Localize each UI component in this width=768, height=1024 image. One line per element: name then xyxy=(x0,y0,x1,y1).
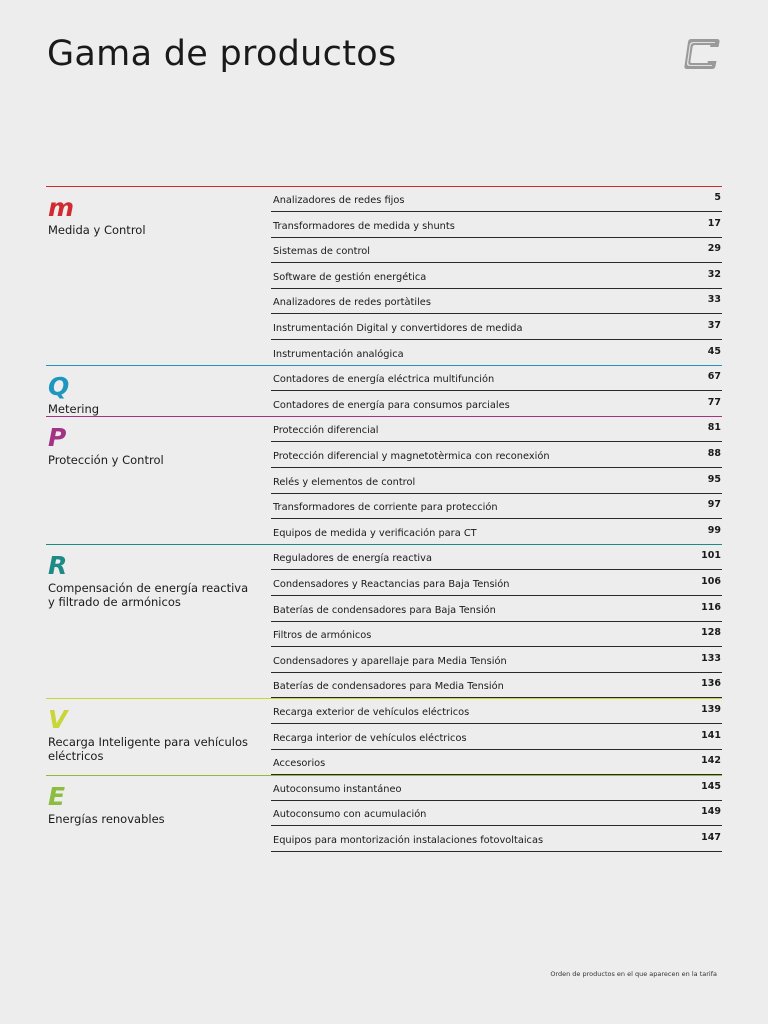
product-name: Protección diferencial xyxy=(273,425,379,437)
product-row xyxy=(271,468,722,494)
product-row xyxy=(271,340,722,366)
section-letter-icon: V xyxy=(48,705,68,734)
product-name: Contadores de energía eléctrica multifunción xyxy=(273,374,495,386)
product-name: Analizadores de redes portàtiles xyxy=(273,297,431,309)
section-q xyxy=(46,365,722,416)
product-name: Sistemas de control xyxy=(273,246,370,258)
product-name: Reguladores de energía reactiva xyxy=(273,553,432,565)
product-row xyxy=(271,621,722,647)
product-name: Condensadores y aparellaje para Media Tensión xyxy=(273,655,507,667)
product-name: Condensadores y Reactancias para Baja Tensión xyxy=(273,578,510,590)
page-number: 145 xyxy=(701,780,721,792)
product-row xyxy=(271,519,722,545)
product-row xyxy=(271,596,722,622)
section-letter-icon: Q xyxy=(48,372,70,402)
page-number: 142 xyxy=(701,755,721,767)
product-name: Accesorios xyxy=(273,758,326,770)
page-number: 133 xyxy=(701,652,721,664)
section-letter-icon: E xyxy=(48,781,66,811)
product-row xyxy=(271,749,722,775)
product-name: Filtros de armónicos xyxy=(273,630,372,642)
page-number: 128 xyxy=(701,627,721,639)
page-number: 136 xyxy=(701,678,721,690)
product-row xyxy=(271,212,722,238)
page-number: 45 xyxy=(707,345,721,357)
page-number: 95 xyxy=(707,473,721,485)
product-row xyxy=(271,724,722,750)
product-name: Equipos para montorización instalaciones fotovoltaicas xyxy=(273,834,544,846)
section-r xyxy=(46,544,722,698)
section-label: Recarga Inteligente para vehículos eléctricos xyxy=(48,735,248,763)
product-row xyxy=(271,263,722,289)
section-label: Compensación de energía reactiva y filtrado de armónicos xyxy=(48,581,249,610)
product-name: Equipos de medida y verificación para CT xyxy=(273,527,477,539)
product-row xyxy=(271,237,722,263)
page-number: 81 xyxy=(707,422,721,434)
product-row xyxy=(271,698,722,724)
section-letter-icon: m xyxy=(48,193,75,222)
product-name: Autoconsumo instantáneo xyxy=(273,783,402,795)
page-number: 116 xyxy=(701,601,721,613)
product-name: Transformadores de medida y shunts xyxy=(273,220,455,232)
product-row xyxy=(271,544,722,570)
page-number: 97 xyxy=(707,499,721,511)
page-number: 88 xyxy=(707,447,721,459)
product-row xyxy=(271,442,722,468)
page-number: 141 xyxy=(701,729,721,741)
section-label: Medida y Control xyxy=(48,223,146,237)
page-number: 17 xyxy=(707,217,721,229)
footnote: Orden de productos en el que aparecen en la tarifa xyxy=(550,970,717,978)
product-name: Recarga exterior de vehículos eléctricos xyxy=(273,707,470,718)
product-name: Contadores de energía para consumos parciales xyxy=(273,399,510,411)
page-number: 77 xyxy=(707,396,721,408)
product-name: Relés y elementos de control xyxy=(273,476,416,488)
product-row xyxy=(271,775,722,801)
product-row xyxy=(271,493,722,519)
section-e xyxy=(46,775,722,852)
section-label: Protección y Control xyxy=(48,453,164,468)
page-number: 32 xyxy=(707,268,721,280)
page-number: 101 xyxy=(701,550,721,562)
product-name: Baterías de condensadores para Media Tensión xyxy=(273,681,504,693)
page-number: 29 xyxy=(707,243,721,255)
product-name: Autoconsumo con acumulación xyxy=(273,809,427,821)
section-letter-icon: P xyxy=(48,423,67,453)
product-row xyxy=(271,672,722,698)
product-row xyxy=(271,570,722,596)
section-v xyxy=(46,698,722,775)
product-name: Protección diferencial y magnetotèrmica con reconexión xyxy=(273,450,550,462)
product-row xyxy=(271,365,722,391)
product-name: Software de gestión energética xyxy=(273,271,427,283)
page-number: 99 xyxy=(707,524,721,536)
section-p xyxy=(46,416,722,544)
product-row xyxy=(271,416,722,442)
product-row xyxy=(271,391,722,417)
page-number: 37 xyxy=(707,320,721,331)
page-number: 5 xyxy=(714,192,721,203)
brand-logo-icon xyxy=(683,37,721,71)
page-title: Gama de productos xyxy=(47,34,397,74)
page-number: 67 xyxy=(707,371,721,383)
product-row xyxy=(271,647,722,673)
product-name: Recarga interior de vehículos eléctricos xyxy=(273,732,467,744)
product-name: Instrumentación Digital y convertidores de medida xyxy=(273,323,523,334)
page-number: 139 xyxy=(701,704,721,715)
section-label: Energías renovables xyxy=(48,811,165,826)
page-number: 149 xyxy=(701,806,721,818)
product-name: Instrumentación analógica xyxy=(273,348,404,360)
product-name: Transformadores de corriente para protección xyxy=(273,502,498,514)
product-row xyxy=(271,288,722,314)
page-number: 106 xyxy=(701,575,721,587)
product-row xyxy=(271,186,722,212)
product-name: Baterías de condensadores para Baja Tensión xyxy=(273,604,496,616)
product-row xyxy=(271,800,722,826)
page-number: 33 xyxy=(707,294,721,306)
product-row xyxy=(271,314,722,340)
product-row xyxy=(271,826,722,852)
section-label: Metering xyxy=(48,402,100,417)
product-name: Analizadores de redes fijos xyxy=(273,195,405,206)
page-number: 147 xyxy=(701,831,721,843)
section-letter-icon: R xyxy=(48,551,68,581)
section-m xyxy=(46,186,722,365)
